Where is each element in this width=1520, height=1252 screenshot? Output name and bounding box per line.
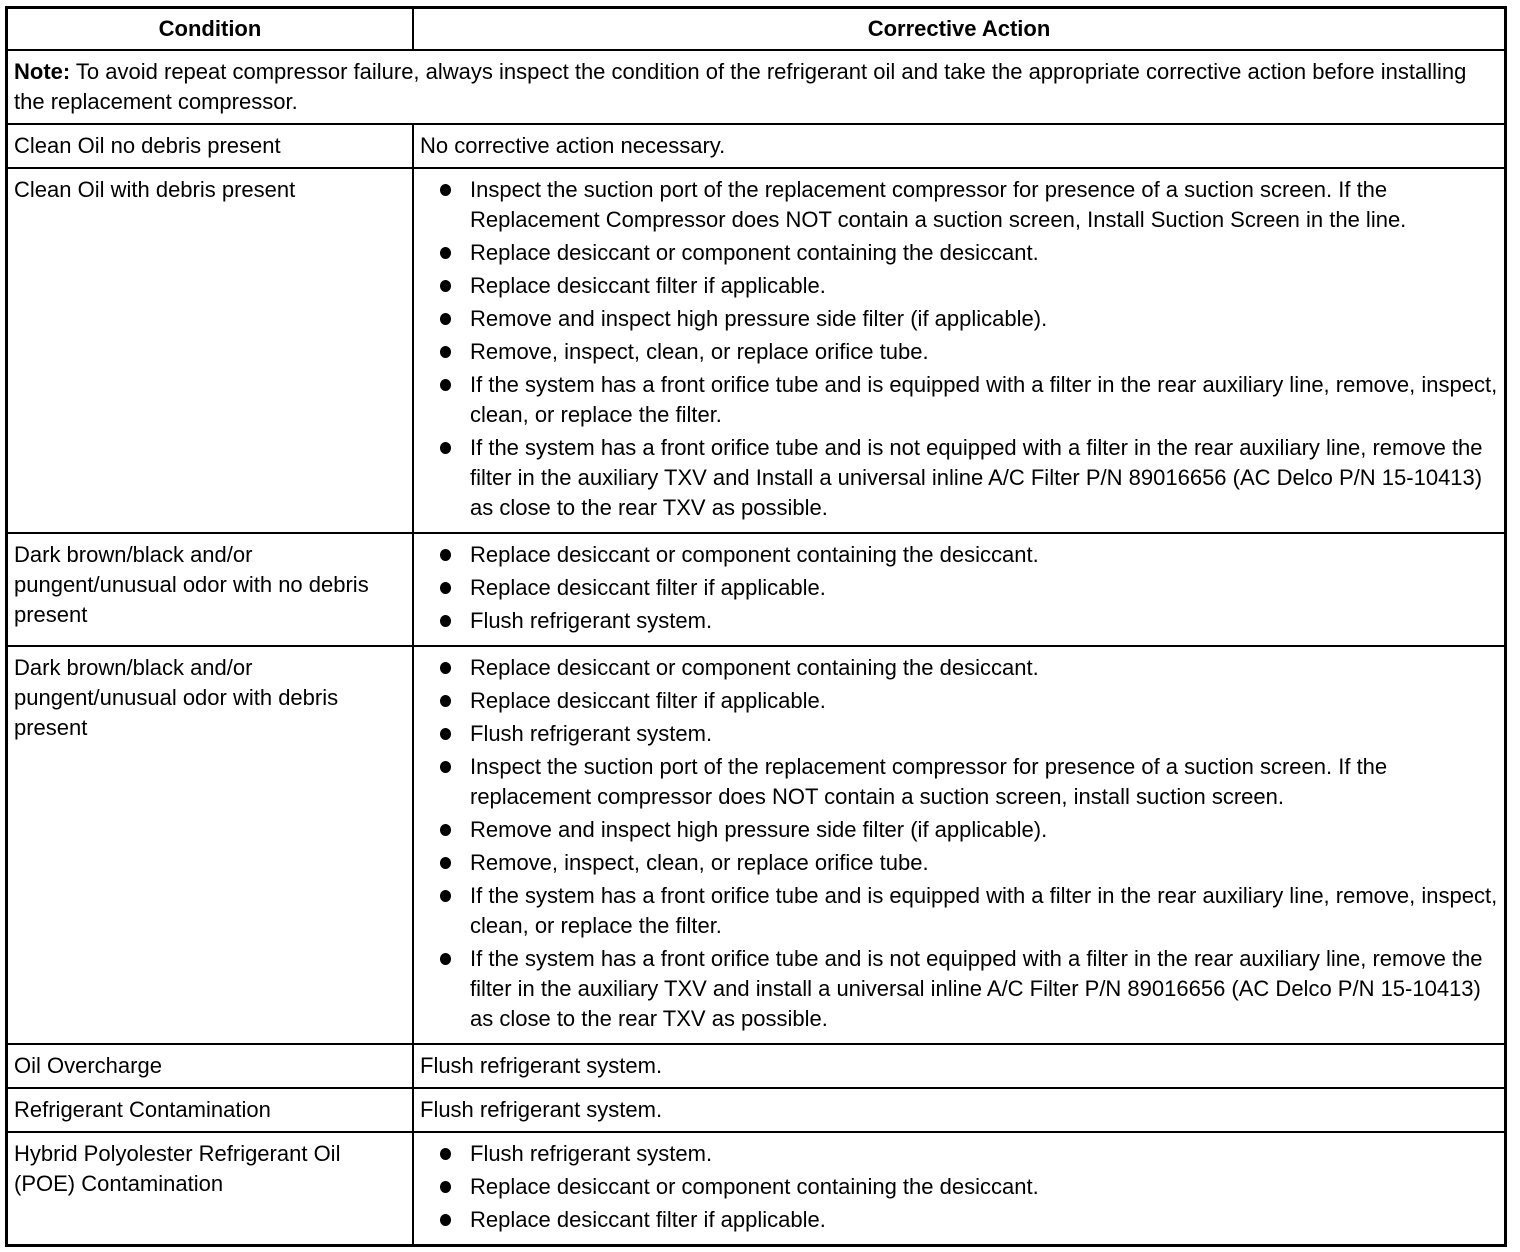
action-list (420, 175, 1498, 523)
list-item-text: Flush refrigerant system. (470, 608, 713, 633)
corrective-action-cell (413, 168, 1506, 533)
condition-cell: Dark brown/black and/or pungent/unusual odor with no debris present (7, 533, 414, 646)
bullet-icon (440, 728, 451, 740)
header-condition: Condition (7, 8, 414, 51)
list-item (420, 653, 1498, 683)
list-item-text: Replace desiccant filter if applicable. (470, 575, 826, 600)
list-item-text: Replace desiccant or component containing the desiccant. (470, 1174, 1039, 1199)
list-item-text: Inspect the suction port of the replacement compressor for presence of a suction screen. If the Replacement Compressor does NOT contain a suction screen, Install Suction Screen in the line. (470, 177, 1407, 232)
list-item (420, 1172, 1498, 1202)
table-row (7, 1132, 1506, 1246)
bullet-icon (440, 549, 451, 561)
list-item (420, 686, 1498, 716)
list-item (420, 848, 1498, 878)
action-list (420, 540, 1498, 636)
list-item-text: Replace desiccant or component containing the desiccant. (470, 655, 1039, 680)
bullet-icon (440, 1148, 451, 1160)
header-corrective-action: Corrective Action (413, 8, 1506, 51)
list-item-text: Flush refrigerant system. (470, 721, 713, 746)
list-item (420, 573, 1498, 603)
list-item-text: Remove, inspect, clean, or replace orifice tube. (470, 339, 929, 364)
list-item-text: If the system has a front orifice tube and is not equipped with a filter in the rear auxiliary line, remove the filter in the auxiliary TXV and Install a universal inline A/C Filter P/N 89016656 (AC Delco P/N 15-10413) as close to the rear TXV as possible. (470, 435, 1483, 520)
bullet-icon (440, 184, 451, 196)
list-item (420, 370, 1498, 430)
bullet-icon (440, 761, 451, 773)
condition-cell: Clean Oil no debris present (7, 124, 414, 168)
list-item-text: Flush refrigerant system. (470, 1141, 713, 1166)
table-row (7, 168, 1506, 533)
list-item (420, 606, 1498, 636)
corrective-action-table (5, 6, 1507, 1247)
list-item-text: If the system has a front orifice tube and is not equipped with a filter in the rear auxiliary line, remove the filter in the auxiliary TXV and install a universal inline A/C Filter P/N 89016656 (AC Delco P/N 15-10413) as close to the rear TXV as possible. (470, 946, 1483, 1031)
bullet-icon (440, 662, 451, 674)
corrective-action-cell: No corrective action necessary. (413, 124, 1506, 168)
bullet-icon (440, 890, 451, 902)
list-item (420, 815, 1498, 845)
list-item (420, 1139, 1498, 1169)
bullet-icon (440, 247, 451, 259)
bullet-icon (440, 1214, 451, 1226)
condition-cell: Clean Oil with debris present (7, 168, 414, 533)
list-item (420, 881, 1498, 941)
list-item-text: Remove and inspect high pressure side filter (if applicable). (470, 306, 1048, 331)
bullet-icon (440, 582, 451, 594)
list-item-text: Inspect the suction port of the replacement compressor for presence of a suction screen. If the replacement compressor does NOT contain a suction screen, install suction screen. (470, 754, 1388, 809)
table-row (7, 124, 1506, 168)
corrective-action-cell (413, 646, 1506, 1044)
list-item (420, 540, 1498, 570)
table-row (7, 1044, 1506, 1088)
condition-cell: Oil Overcharge (7, 1044, 414, 1088)
bullet-icon (440, 379, 451, 391)
corrective-action-cell: Flush refrigerant system. (413, 1044, 1506, 1088)
bullet-icon (440, 857, 451, 869)
note-label: Note: (14, 59, 71, 84)
bullet-icon (440, 1181, 451, 1193)
list-item (420, 719, 1498, 749)
condition-cell: Dark brown/black and/or pungent/unusual odor with debris present (7, 646, 414, 1044)
list-item (420, 752, 1498, 812)
bullet-icon (440, 695, 451, 707)
bullet-icon (440, 615, 451, 627)
list-item (420, 238, 1498, 268)
bullet-icon (440, 442, 451, 454)
corrective-action-cell: Flush refrigerant system. (413, 1088, 1506, 1132)
list-item (420, 304, 1498, 334)
bullet-icon (440, 346, 451, 358)
header-row (7, 8, 1506, 51)
note-row (7, 50, 1506, 124)
list-item (420, 944, 1498, 1034)
table-row (7, 1088, 1506, 1132)
list-item-text: If the system has a front orifice tube and is equipped with a filter in the rear auxiliary line, remove, inspect, clean, or replace the filter. (470, 883, 1498, 938)
list-item-text: If the system has a front orifice tube and is equipped with a filter in the rear auxiliary line, remove, inspect, clean, or replace the filter. (470, 372, 1498, 427)
bullet-icon (440, 953, 451, 965)
bullet-icon (440, 313, 451, 325)
action-list (420, 653, 1498, 1034)
list-item-text: Replace desiccant filter if applicable. (470, 688, 826, 713)
table-row (7, 533, 1506, 646)
corrective-action-cell (413, 533, 1506, 646)
note-cell (7, 50, 1506, 124)
condition-cell: Hybrid Polyolester Refrigerant Oil (POE) Contamination (7, 1132, 414, 1246)
corrective-action-cell (413, 1132, 1506, 1246)
list-item (420, 337, 1498, 367)
table-row (7, 646, 1506, 1044)
list-item-text: Replace desiccant or component containing the desiccant. (470, 240, 1039, 265)
list-item (420, 1205, 1498, 1235)
list-item-text: Remove and inspect high pressure side filter (if applicable). (470, 817, 1048, 842)
list-item (420, 433, 1498, 523)
condition-cell: Refrigerant Contamination (7, 1088, 414, 1132)
list-item-text: Replace desiccant or component containing the desiccant. (470, 542, 1039, 567)
list-item-text: Remove, inspect, clean, or replace orifice tube. (470, 850, 929, 875)
list-item (420, 271, 1498, 301)
list-item (420, 175, 1498, 235)
list-item-text: Replace desiccant filter if applicable. (470, 1207, 826, 1232)
bullet-icon (440, 824, 451, 836)
note-text: To avoid repeat compressor failure, always inspect the condition of the refrigerant oil and take the appropriate corrective action before installing the replacement compressor. (14, 59, 1467, 114)
action-list (420, 1139, 1498, 1235)
list-item-text: Replace desiccant filter if applicable. (470, 273, 826, 298)
bullet-icon (440, 280, 451, 292)
